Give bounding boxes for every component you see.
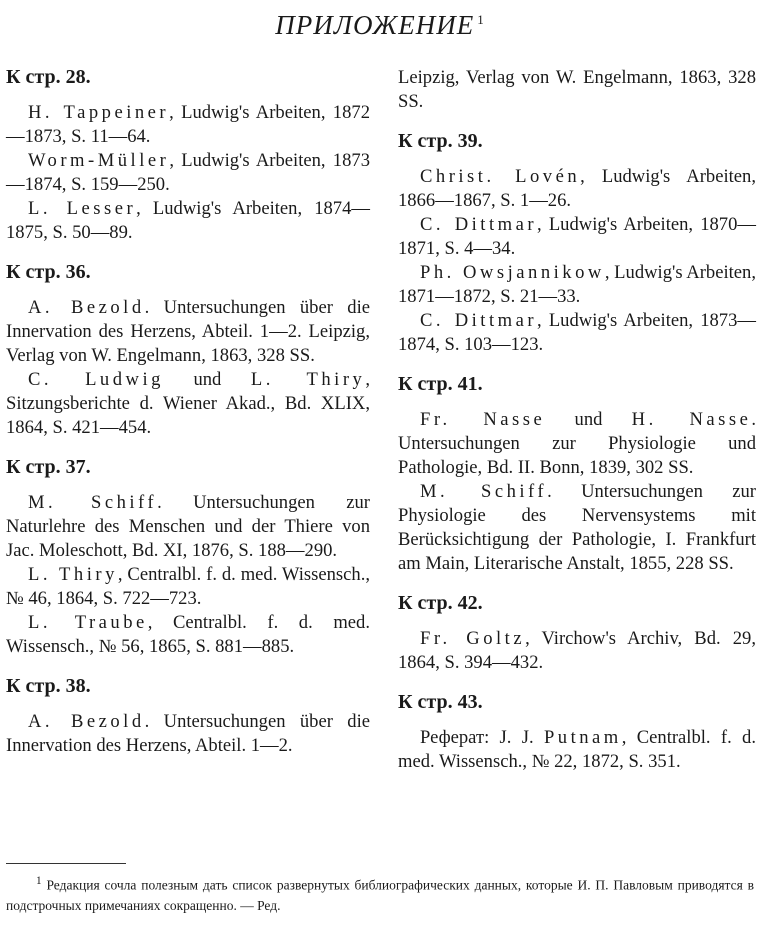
reference-author: L. Lesser — [28, 198, 137, 219]
footnote-divider — [6, 863, 126, 864]
reference-text: , Centralbl. f. d. med. Wissensch., № 46, 1864, S. 722—723. — [6, 564, 370, 609]
footnote-mark: 1 — [477, 12, 485, 27]
reference-text: , Ludwig's Arbeiten, 1873—1874, S. 159—250. — [6, 150, 370, 195]
reference-entry — [6, 101, 370, 149]
reference-entry — [398, 165, 756, 213]
section-heading: К стр. 38. — [6, 675, 91, 697]
reference-text: , Virchow's Archiv, Bd. 29, 1864, S. 394—432. — [398, 628, 756, 673]
reference-text: und — [545, 409, 632, 430]
page-title-text: ПРИЛОЖЕНИЕ — [275, 10, 475, 40]
reference-author: Putnam — [543, 727, 622, 748]
reference-entry — [398, 726, 756, 774]
reference-text: , Ludwig's Arbeiten, 1870—1871, S. 4—34. — [398, 214, 756, 259]
reference-author: H. Tappeiner — [28, 102, 170, 123]
reference-entry — [398, 408, 756, 480]
reference-text: , Sitzungsberichte d. Wiener Akad., Bd. XLIX, 1864, S. 421—454. — [6, 369, 370, 438]
reference-author: A. Bezold — [28, 297, 145, 318]
left-column — [6, 66, 370, 758]
reference-entry — [6, 611, 370, 659]
reference-author: C. Dittmar — [420, 310, 538, 331]
right-column — [398, 66, 756, 774]
reference-entry — [398, 213, 756, 261]
section-heading: К стр. 41. — [398, 373, 483, 395]
footnote-mark: 1 — [36, 875, 42, 887]
reference-entry — [6, 491, 370, 563]
reference-entry — [6, 563, 370, 611]
reference-text: , Centralbl. f. d. med. Wissensch., № 56, 1865, S. 881—885. — [6, 612, 370, 657]
reference-author: Christ. Lovén — [420, 166, 581, 187]
reference-text: . Untersuchungen über die Innervation des Herzens, Abteil. 1—2. — [6, 711, 370, 756]
reference-text: , Centralbl. f. d. med. Wissensch., № 22, 1872, S. 351. — [398, 727, 756, 772]
reference-text: . Untersuchungen zur Physiologie des Nervensystems mit Berücksichtigung der Pathologie, I. Frankfurt am Main, Literarische Anstalt, 1855, 228 SS. — [398, 481, 756, 574]
reference-entry — [6, 197, 370, 245]
reference-text: und — [163, 369, 251, 390]
reference-author: Fr. Goltz — [420, 628, 526, 649]
reference-author: L. Thiry — [250, 369, 366, 390]
reference-author: Fr. Nasse — [420, 409, 546, 430]
reference-entry — [6, 710, 370, 758]
reference-author: L. Traube — [28, 612, 148, 633]
reference-entry — [6, 296, 370, 368]
section-heading: К стр. 42. — [398, 592, 483, 614]
reference-entry — [398, 627, 756, 675]
reference-entry — [398, 261, 756, 309]
reference-entry — [398, 309, 756, 357]
reference-text: , Ludwig's Arbeiten, 1874—1875, S. 50—89. — [6, 198, 370, 243]
reference-entry — [6, 368, 370, 440]
reference-author: L. Thiry — [28, 564, 118, 585]
reference-text: , Ludwig's Arbeiten, 1872—1873, S. 11—64. — [6, 102, 370, 147]
reference-author: C. Ludwig — [28, 369, 164, 390]
reference-entry — [398, 480, 756, 576]
reference-author: H. Nasse — [631, 409, 752, 430]
reference-prefix: Реферат: J. J. — [420, 727, 544, 748]
reference-text: . Untersuchungen über die Innervation des Herzens, Abteil. 1—2. Leipzig, Verlag von W. Engelmann, 1863, 328 SS. — [6, 297, 370, 366]
reference-text: . Untersuchungen zur Naturlehre des Menschen und der Thiere von Jac. Moleschott, Bd. XI, 1876, S. 188—290. — [6, 492, 370, 561]
page-title — [0, 10, 760, 41]
section-heading: К стр. 43. — [398, 691, 483, 713]
section-heading: К стр. 37. — [6, 456, 91, 478]
section-heading: К стр. 39. — [398, 130, 483, 152]
reference-text: , Ludwig's Arbeiten, 1871—1872, S. 21—33. — [398, 262, 757, 307]
section-heading: К стр. 36. — [6, 261, 91, 283]
reference-author: M. Schiff — [420, 481, 548, 502]
reference-text: , Ludwig's Arbeiten, 1866—1867, S. 1—26. — [398, 166, 756, 211]
reference-text: , Ludwig's Arbeiten, 1873—1874, S. 103—123. — [398, 310, 756, 355]
reference-text: . Untersuchungen zur Physiologie und Pathologie, Bd. II. Bonn, 1839, 302 SS. — [398, 409, 757, 478]
reference-author: C. Dittmar — [420, 214, 538, 235]
section-heading: К стр. 28. — [6, 66, 91, 88]
footnote — [6, 871, 754, 916]
reference-entry — [6, 149, 370, 197]
reference-author: A. Bezold — [28, 711, 145, 732]
footnote-text: Редакция сочла полезным дать список развернутых библиографических данных, которые И. П. Павловым приводятся в подстрочных примечаниях сокращенно. — Ред. — [6, 877, 755, 913]
reference-author: M. Schiff — [28, 492, 158, 513]
reference-continuation: Leipzig, Verlag von W. Engelmann, 1863, 328 SS. — [398, 67, 756, 112]
reference-author: Worm-Müller — [28, 150, 170, 171]
reference-author: Ph. Owsjannikow — [420, 262, 605, 283]
